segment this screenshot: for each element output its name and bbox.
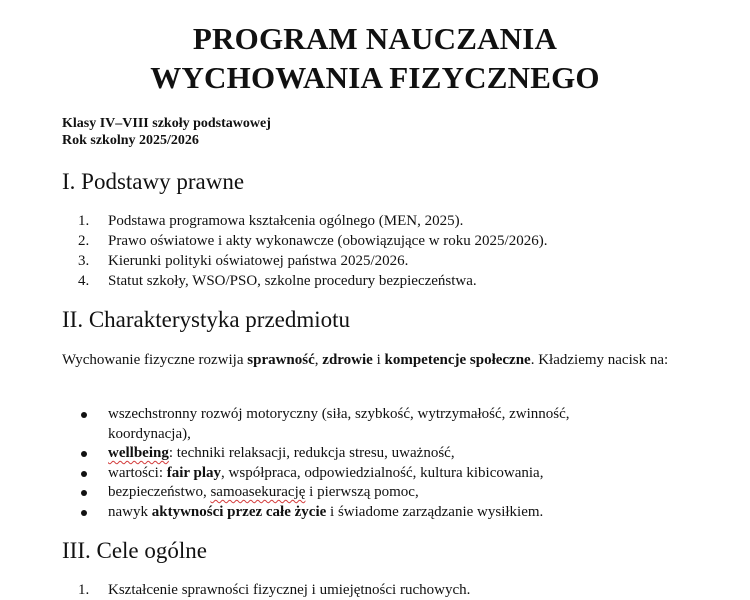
section-heading-general-goals: III. Cele ogólne	[62, 538, 207, 563]
document-title-line2: WYCHOWANIA FIZYCZNEGO	[150, 60, 600, 95]
section-heading-subject-characteristics: II. Charakterystyka przedmiotu	[62, 307, 351, 332]
bullet-dot-icon	[81, 490, 87, 496]
subject-description-paragraph	[62, 350, 682, 370]
list-item	[78, 211, 547, 231]
list-item	[78, 580, 470, 600]
list-item-text: Kierunki polityki oświatowej państwa 2025/2026.	[108, 253, 409, 269]
bullet-text: i świadome zarządzanie wysiłkiem.	[326, 503, 544, 520]
list-item-text: Statut szkoły, WSO/PSO, szkolne procedury bezpieczeństwa.	[108, 273, 477, 289]
section-heading-legal-basis: I. Podstawy prawne	[62, 169, 245, 194]
bullet-text: i pierwszą pomoc,	[305, 484, 419, 500]
list-item-text: Kształcenie sprawności fizycznej i umiejętności ruchowych.	[108, 582, 471, 598]
bullet-spellcheck-word: samoasekurację	[210, 484, 306, 500]
general-goals-list	[78, 580, 470, 600]
bullet-text: nawyk	[108, 503, 152, 520]
list-number: 1.	[78, 213, 90, 229]
list-number: 1.	[78, 582, 90, 598]
bullet-bold-lifelong-activity: aktywności przez całe życie	[151, 503, 327, 520]
bullet-text: wszechstronny rozwój motoryczny (siła, szybkość, wytrzymałość, zwinność, koordynacja),	[108, 406, 570, 442]
list-item-text: Prawo oświatowe i akty wykonawcze (obowiązujące w roku 2025/2026).	[108, 233, 548, 249]
bullet-dot-icon	[81, 451, 87, 457]
bullet-text: : techniki relaksacji, redukcja stresu, uważność,	[168, 445, 455, 461]
school-year-line: Rok szkolny 2025/2026	[62, 133, 199, 148]
para-bold-social-skills: kompetencje społeczne	[384, 352, 531, 368]
bullet-item	[80, 444, 640, 464]
para-bold-health: zdrowie	[322, 352, 373, 368]
list-item	[78, 271, 547, 291]
legal-basis-list	[78, 211, 547, 291]
grade-levels-line: Klasy IV–VIII szkoły podstawowej	[62, 116, 271, 131]
bullet-item	[80, 464, 640, 484]
bullet-text: bezpieczeństwo,	[108, 484, 211, 500]
list-number: 4.	[78, 273, 90, 289]
bullet-bold-fair-play: fair play	[166, 464, 222, 481]
bullet-item	[80, 405, 640, 444]
list-item-text: Podstawa programowa kształcenia ogólnego (MEN, 2025).	[108, 213, 464, 229]
document-title-line1: PROGRAM NAUCZANIA	[192, 21, 558, 56]
bullet-bold-wellbeing: wellbeing	[108, 445, 169, 461]
bullet-dot-icon	[81, 471, 87, 477]
list-number: 2.	[78, 233, 90, 249]
bullet-item	[80, 483, 640, 503]
para-text: ,	[314, 352, 323, 368]
list-item	[78, 251, 547, 271]
bullet-dot-icon	[81, 412, 87, 418]
para-text: . Kładziemy nacisk na:	[530, 352, 669, 368]
bullet-item	[80, 503, 640, 523]
list-number: 3.	[78, 253, 90, 269]
emphasis-bullet-list	[80, 405, 640, 522]
para-text: Wychowanie fizyczne rozwija	[62, 352, 248, 368]
para-text: i	[372, 352, 385, 368]
bullet-text: wartości:	[108, 464, 167, 481]
bullet-text: , współpraca, odpowiedzialność, kultura kibicowania,	[221, 464, 544, 481]
list-item	[78, 231, 547, 251]
para-bold-fitness: sprawność	[247, 352, 315, 368]
bullet-dot-icon	[81, 510, 87, 516]
